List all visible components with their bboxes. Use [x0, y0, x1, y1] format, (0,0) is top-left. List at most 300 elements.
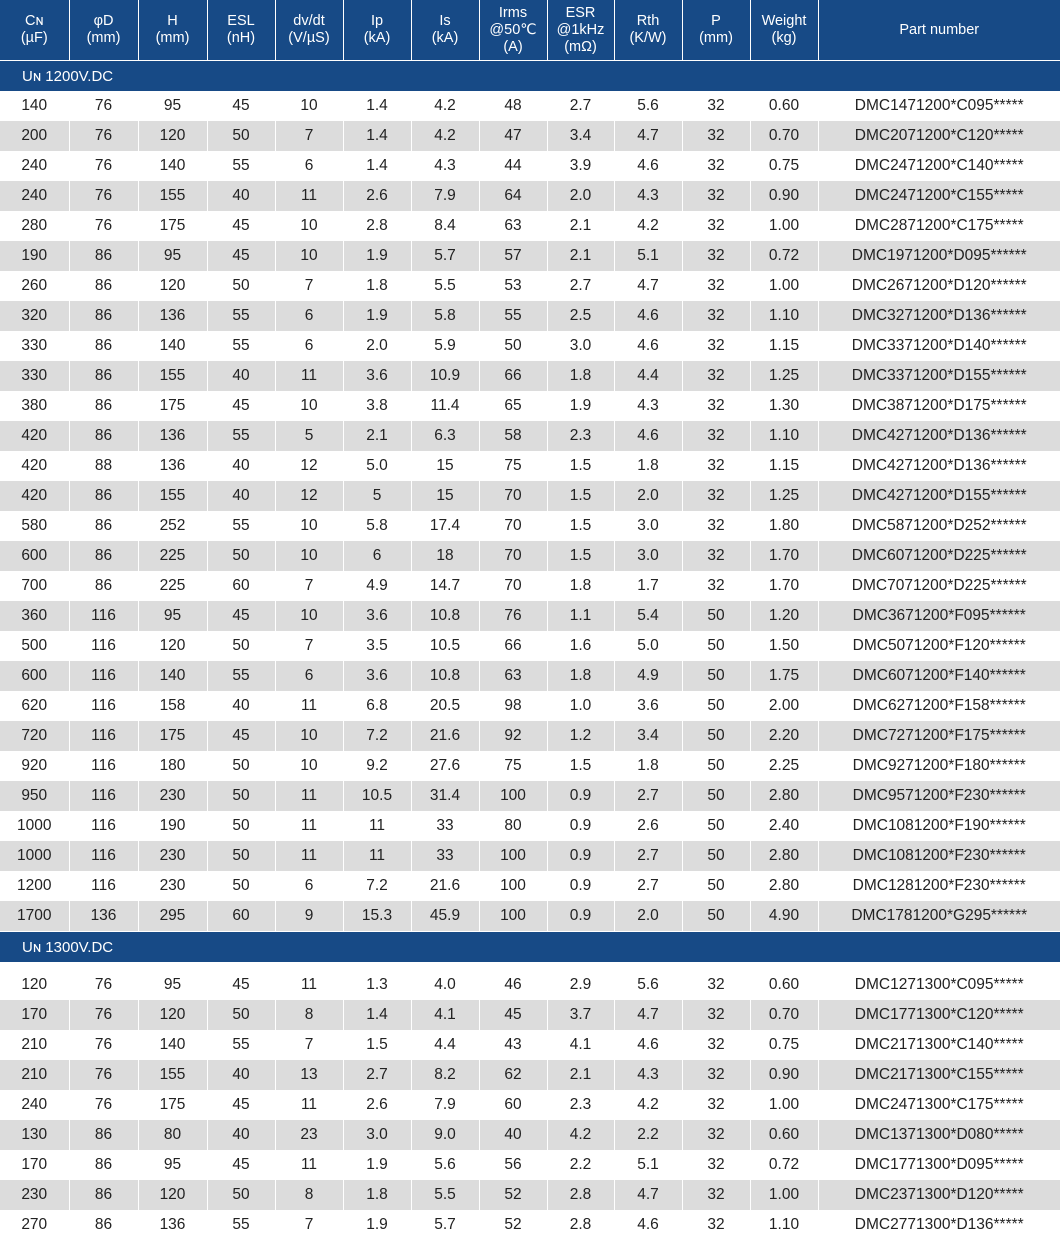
table-cell: 43 [479, 1030, 547, 1060]
table-cell: 66 [479, 361, 547, 391]
table-cell: 3.4 [547, 121, 614, 151]
table-cell: 5 [275, 421, 343, 451]
table-cell: 100 [479, 841, 547, 871]
column-header [547, 0, 614, 61]
table-cell: 420 [0, 481, 69, 511]
table-cell: 270 [0, 1210, 69, 1240]
table-cell: 76 [69, 970, 138, 1000]
table-cell: 86 [69, 1210, 138, 1240]
table-cell: 86 [69, 301, 138, 331]
table-cell: 10 [275, 211, 343, 241]
table-cell: 1700 [0, 901, 69, 932]
table-cell: 2.7 [614, 781, 682, 811]
table-cell: 330 [0, 361, 69, 391]
table-cell: 11.4 [411, 391, 479, 421]
table-cell: 7.2 [343, 721, 411, 751]
column-header-text: (V/µS) [288, 30, 330, 46]
column-header [682, 0, 750, 61]
table-row [0, 871, 1060, 901]
table-cell: 1.7 [614, 571, 682, 601]
table-cell: 2.80 [750, 841, 818, 871]
table-cell: 32 [682, 241, 750, 271]
table-cell: 2.1 [343, 421, 411, 451]
table-cell: 60 [479, 1090, 547, 1120]
table-cell: 140 [138, 661, 207, 691]
table-cell: 4.3 [614, 391, 682, 421]
table-cell: 50 [207, 1000, 275, 1030]
column-header [818, 0, 1060, 61]
table-cell: 1.00 [750, 1180, 818, 1210]
table-row [0, 361, 1060, 391]
table-cell: 10.5 [411, 631, 479, 661]
table-cell: 6 [275, 151, 343, 181]
table-cell: 45 [207, 91, 275, 121]
table-cell: 33 [411, 841, 479, 871]
table-cell: 1.8 [614, 451, 682, 481]
table-cell: 60 [207, 571, 275, 601]
table-cell: 0.90 [750, 1060, 818, 1090]
section-header-row [0, 932, 1060, 963]
table-cell: 4.2 [411, 121, 479, 151]
table-cell: 11 [275, 841, 343, 871]
table-cell: 295 [138, 901, 207, 932]
table-cell: 4.3 [411, 151, 479, 181]
table-row [0, 1000, 1060, 1030]
table-cell: 3.7 [547, 1000, 614, 1030]
table-cell: 10 [275, 601, 343, 631]
part-number-cell: DMC2371300*D120***** [818, 1180, 1060, 1210]
table-cell: 10 [275, 241, 343, 271]
table-cell: 1000 [0, 811, 69, 841]
table-cell: 86 [69, 571, 138, 601]
table-cell: 3.8 [343, 391, 411, 421]
table-cell: 136 [69, 901, 138, 932]
column-header-text: Is [439, 13, 451, 29]
table-cell: 2.7 [547, 271, 614, 301]
column-header [614, 0, 682, 61]
table-row [0, 841, 1060, 871]
table-cell: 2.0 [614, 481, 682, 511]
part-number-cell: DMC1771300*C120***** [818, 1000, 1060, 1030]
table-cell: 600 [0, 541, 69, 571]
table-cell: 116 [69, 841, 138, 871]
table-cell: 4.4 [614, 361, 682, 391]
column-header-text: Ip [370, 13, 384, 29]
table-cell: 2.6 [343, 181, 411, 211]
table-cell: 50 [682, 901, 750, 932]
table-cell: 58 [479, 421, 547, 451]
part-number-cell: DMC5071200*F120****** [852, 637, 1026, 654]
table-cell: 32 [682, 331, 750, 361]
table-cell: 4.2 [547, 1120, 614, 1150]
table-cell: 52 [479, 1210, 547, 1240]
table-cell: 10 [275, 91, 343, 121]
part-number-cell: DMC3371200*D155****** [818, 361, 1060, 391]
table-cell: 116 [69, 631, 138, 661]
table-cell: 50 [682, 691, 750, 721]
table-cell: 32 [682, 301, 750, 331]
table-cell: 76 [479, 601, 547, 631]
table-row [0, 781, 1060, 811]
table-cell: 1.4 [343, 1000, 411, 1030]
table-cell: 4.9 [343, 571, 411, 601]
table-cell: 0.60 [750, 91, 818, 121]
table-cell: 2.1 [547, 1060, 614, 1090]
part-number-cell: DMC6071200*F140****** [818, 661, 1060, 691]
column-header-text: ESR [565, 4, 596, 21]
part-number-cell: DMC4271200*D155****** [818, 481, 1060, 511]
table-cell: 23 [275, 1120, 343, 1150]
table-cell: 0.75 [750, 151, 818, 181]
part-number-cell: DMC1781200*G295****** [818, 901, 1060, 932]
table-cell: 5.7 [411, 241, 479, 271]
table-cell: 32 [682, 541, 750, 571]
table-cell: 50 [207, 841, 275, 871]
part-number-cell: DMC6071200*D225****** [818, 541, 1060, 571]
table-cell: 1.9 [547, 391, 614, 421]
table-cell: 45 [207, 721, 275, 751]
table-cell: 32 [682, 1030, 750, 1060]
table-cell: 76 [69, 91, 138, 121]
table-cell: 40 [207, 451, 275, 481]
table-cell: 1.9 [343, 241, 411, 271]
table-cell: 1.5 [343, 1030, 411, 1060]
table-cell: 2.2 [547, 1150, 614, 1180]
table-cell: 116 [69, 751, 138, 781]
table-cell: 1000 [0, 841, 69, 871]
column-header [411, 0, 479, 61]
table-cell: 6.3 [411, 421, 479, 451]
table-cell: 11 [275, 691, 343, 721]
table-cell: 116 [69, 661, 138, 691]
table-cell: 5.8 [343, 511, 411, 541]
table-row [0, 751, 1060, 781]
table-cell: 620 [0, 691, 69, 721]
part-number-cell: DMC2171300*C155***** [818, 1060, 1060, 1090]
table-cell: 50 [682, 631, 750, 661]
table-cell: 45 [207, 1150, 275, 1180]
column-header-text: (µF) [20, 30, 48, 46]
table-cell: 1.8 [547, 661, 614, 691]
table-cell: 45.9 [411, 901, 479, 932]
table-cell: 86 [69, 1150, 138, 1180]
table-cell: 15 [411, 481, 479, 511]
table-cell: 1.6 [547, 631, 614, 661]
table-cell: 1.9 [343, 1210, 411, 1240]
table-cell: 76 [69, 1030, 138, 1060]
table-cell: 86 [69, 241, 138, 271]
table-cell: 0.9 [547, 811, 614, 841]
part-number-cell: DMC2671200*D120****** [851, 277, 1027, 294]
table-cell: 2.3 [547, 1090, 614, 1120]
part-number-cell: DMC1281200*F230****** [852, 877, 1026, 894]
table-cell: 32 [682, 511, 750, 541]
table-cell: 86 [69, 391, 138, 421]
table-cell: 50 [682, 781, 750, 811]
table-cell: 4.9 [614, 661, 682, 691]
table-cell: 50 [207, 1180, 275, 1210]
table-cell: 10 [275, 541, 343, 571]
table-row [0, 691, 1060, 721]
table-cell: 3.6 [343, 361, 411, 391]
table-row [0, 151, 1060, 181]
table-cell: 11 [275, 1090, 343, 1120]
table-cell: 11 [275, 781, 343, 811]
table-row [0, 211, 1060, 241]
table-cell: 32 [682, 361, 750, 391]
part-number-cell: DMC1771300*D095***** [854, 1156, 1024, 1173]
table-cell: 12 [275, 481, 343, 511]
table-cell: 1.10 [750, 301, 818, 331]
table-cell: 9 [275, 901, 343, 932]
table-cell: 2.7 [614, 871, 682, 901]
table-cell: 5.7 [411, 1210, 479, 1240]
table-cell: 1.8 [547, 361, 614, 391]
table-cell: 80 [138, 1120, 207, 1150]
table-cell: 70 [479, 481, 547, 511]
table-cell: 13 [275, 1060, 343, 1090]
table-row [0, 91, 1060, 121]
table-cell: 2.80 [750, 781, 818, 811]
table-cell: 32 [682, 481, 750, 511]
table-cell: 17.4 [411, 511, 479, 541]
table-cell: 1.8 [614, 751, 682, 781]
table-cell: 4.7 [614, 121, 682, 151]
table-cell: 2.25 [750, 751, 818, 781]
table-cell: 11 [275, 811, 343, 841]
table-cell: 170 [0, 1150, 69, 1180]
table-cell: 10.8 [411, 601, 479, 631]
table-cell: 45 [207, 970, 275, 1000]
column-header-text: P [711, 13, 721, 29]
table-cell: 210 [0, 1060, 69, 1090]
table-cell: 50 [682, 661, 750, 691]
part-number-cell: DMC2471200*C155***** [818, 181, 1060, 211]
part-number-cell: DMC6271200*F158****** [852, 697, 1026, 714]
table-cell: 40 [207, 481, 275, 511]
table-row [0, 1210, 1060, 1240]
table-row [0, 121, 1060, 151]
table-cell: 6 [275, 871, 343, 901]
table-row [0, 661, 1060, 691]
table-row [0, 391, 1060, 421]
table-cell: 120 [138, 1180, 207, 1210]
section-spacer [0, 962, 1060, 970]
table-cell: 175 [138, 211, 207, 241]
table-cell: 40 [207, 691, 275, 721]
table-cell: 48 [479, 91, 547, 121]
table-cell: 86 [69, 421, 138, 451]
table-cell: 53 [479, 271, 547, 301]
table-cell: 2.20 [750, 721, 818, 751]
table-cell: 200 [0, 121, 69, 151]
table-cell: 180 [138, 751, 207, 781]
table-cell: 8.4 [411, 211, 479, 241]
table-cell: 0.72 [750, 241, 818, 271]
table-cell: 5.5 [411, 1180, 479, 1210]
table-cell: 3.9 [547, 151, 614, 181]
table-cell: 76 [69, 211, 138, 241]
table-cell: 1.75 [750, 661, 818, 691]
section-label: Uɴ 1200V.DC [0, 61, 1060, 92]
table-cell: 3.6 [343, 601, 411, 631]
table-cell: 4.0 [411, 970, 479, 1000]
table-cell: 50 [207, 631, 275, 661]
table-cell: 55 [207, 511, 275, 541]
table-cell: 86 [69, 1180, 138, 1210]
table-cell: 11 [275, 1150, 343, 1180]
table-cell: 44 [479, 151, 547, 181]
table-cell: 0.9 [547, 781, 614, 811]
table-cell: 2.40 [750, 811, 818, 841]
table-cell: 280 [0, 211, 69, 241]
table-cell: 2.1 [547, 241, 614, 271]
table-cell: 100 [479, 871, 547, 901]
table-cell: 4.6 [614, 301, 682, 331]
table-cell: 3.0 [614, 541, 682, 571]
table-cell: 420 [0, 421, 69, 451]
table-cell: 40 [207, 181, 275, 211]
table-cell: 86 [69, 271, 138, 301]
part-number-cell: DMC2071200*C120***** [818, 121, 1060, 151]
column-header-text: Part number [899, 21, 980, 38]
part-number-cell: DMC4271200*D136****** [818, 421, 1060, 451]
table-cell: 7.9 [411, 1090, 479, 1120]
table-cell: 2.5 [547, 301, 614, 331]
table-cell: 62 [479, 1060, 547, 1090]
table-cell: 8.2 [411, 1060, 479, 1090]
table-cell: 600 [0, 661, 69, 691]
table-cell: 55 [207, 1030, 275, 1060]
column-header-text: (nH) [226, 30, 256, 46]
table-cell: 40 [207, 1060, 275, 1090]
table-cell: 360 [0, 601, 69, 631]
part-number-cell: DMC2471200*C140***** [854, 157, 1024, 174]
table-cell: 32 [682, 91, 750, 121]
table-row [0, 1060, 1060, 1090]
table-cell: 50 [207, 121, 275, 151]
table-cell: 32 [682, 1090, 750, 1120]
table-cell: 2.80 [750, 871, 818, 901]
table-cell: 11 [275, 181, 343, 211]
table-cell: 1.5 [547, 541, 614, 571]
table-cell: 116 [69, 811, 138, 841]
part-number-cell: DMC2471300*C175***** [854, 1096, 1024, 1113]
table-row [0, 1030, 1060, 1060]
table-cell: 55 [479, 301, 547, 331]
table-body [0, 61, 1060, 1241]
table-cell: 50 [682, 811, 750, 841]
section-header-row [0, 61, 1060, 92]
table-cell: 32 [682, 1120, 750, 1150]
table-cell: 55 [207, 301, 275, 331]
table-cell: 240 [0, 181, 69, 211]
table-cell: 1.1 [547, 601, 614, 631]
table-cell: 76 [69, 181, 138, 211]
table-cell: 1.4 [343, 91, 411, 121]
table-row [0, 481, 1060, 511]
table-cell: 2.00 [750, 691, 818, 721]
table-cell: 1.15 [750, 451, 818, 481]
part-number-cell: DMC3371200*D140****** [851, 337, 1027, 354]
table-cell: 2.8 [547, 1210, 614, 1240]
column-header [207, 0, 275, 61]
table-cell: 140 [138, 331, 207, 361]
table-cell: 4.6 [614, 331, 682, 361]
table-cell: 10 [275, 751, 343, 781]
table-cell: 3.0 [547, 331, 614, 361]
table-cell: 80 [479, 811, 547, 841]
table-cell: 12 [275, 451, 343, 481]
table-cell: 76 [69, 1090, 138, 1120]
column-header-text: ESL [227, 13, 255, 29]
table-cell: 116 [69, 871, 138, 901]
table-cell: 86 [69, 361, 138, 391]
table-cell: 580 [0, 511, 69, 541]
table-cell: 1.70 [750, 571, 818, 601]
column-header [479, 0, 547, 61]
table-row [0, 511, 1060, 541]
part-number-cell: DMC2771300*D136***** [854, 1216, 1024, 1233]
table-cell: 0.9 [547, 841, 614, 871]
table-cell: 1.15 [750, 331, 818, 361]
table-cell: 1.10 [750, 421, 818, 451]
table-cell: 86 [69, 541, 138, 571]
table-cell: 116 [69, 721, 138, 751]
table-cell: 420 [0, 451, 69, 481]
table-cell: 5.6 [614, 970, 682, 1000]
table-cell: 76 [69, 151, 138, 181]
table-cell: 50 [207, 871, 275, 901]
table-cell: 0.9 [547, 871, 614, 901]
table-cell: 720 [0, 721, 69, 751]
table-cell: 60 [207, 901, 275, 932]
column-header-text: H [167, 13, 178, 29]
table-cell: 86 [69, 331, 138, 361]
table-cell: 55 [207, 421, 275, 451]
table-cell: 320 [0, 301, 69, 331]
table-cell: 1.8 [547, 571, 614, 601]
table-cell: 45 [479, 1000, 547, 1030]
table-cell: 7 [275, 271, 343, 301]
table-cell: 3.6 [614, 691, 682, 721]
table-cell: 136 [138, 421, 207, 451]
table-cell: 1.00 [750, 271, 818, 301]
table-cell: 86 [69, 1120, 138, 1150]
column-header-text: (K/W) [629, 30, 667, 46]
table-cell: 140 [138, 1030, 207, 1060]
table-cell: 47 [479, 121, 547, 151]
table-cell: 230 [138, 781, 207, 811]
table-cell: 2.0 [614, 901, 682, 932]
table-cell: 130 [0, 1120, 69, 1150]
table-cell: 1.5 [547, 451, 614, 481]
table-cell: 175 [138, 391, 207, 421]
table-cell: 65 [479, 391, 547, 421]
table-cell: 32 [682, 211, 750, 241]
table-cell: 4.6 [614, 1030, 682, 1060]
table-cell: 4.6 [614, 421, 682, 451]
table-cell: 4.7 [614, 1180, 682, 1210]
table-cell: 190 [138, 811, 207, 841]
column-header-text: (kA) [363, 30, 391, 46]
table-cell: 2.7 [343, 1060, 411, 1090]
table-cell: 1.25 [750, 481, 818, 511]
table-cell: 4.2 [614, 211, 682, 241]
table-cell: 3.5 [343, 631, 411, 661]
column-header-text: @1kHz [556, 21, 605, 38]
table-cell: 55 [207, 151, 275, 181]
